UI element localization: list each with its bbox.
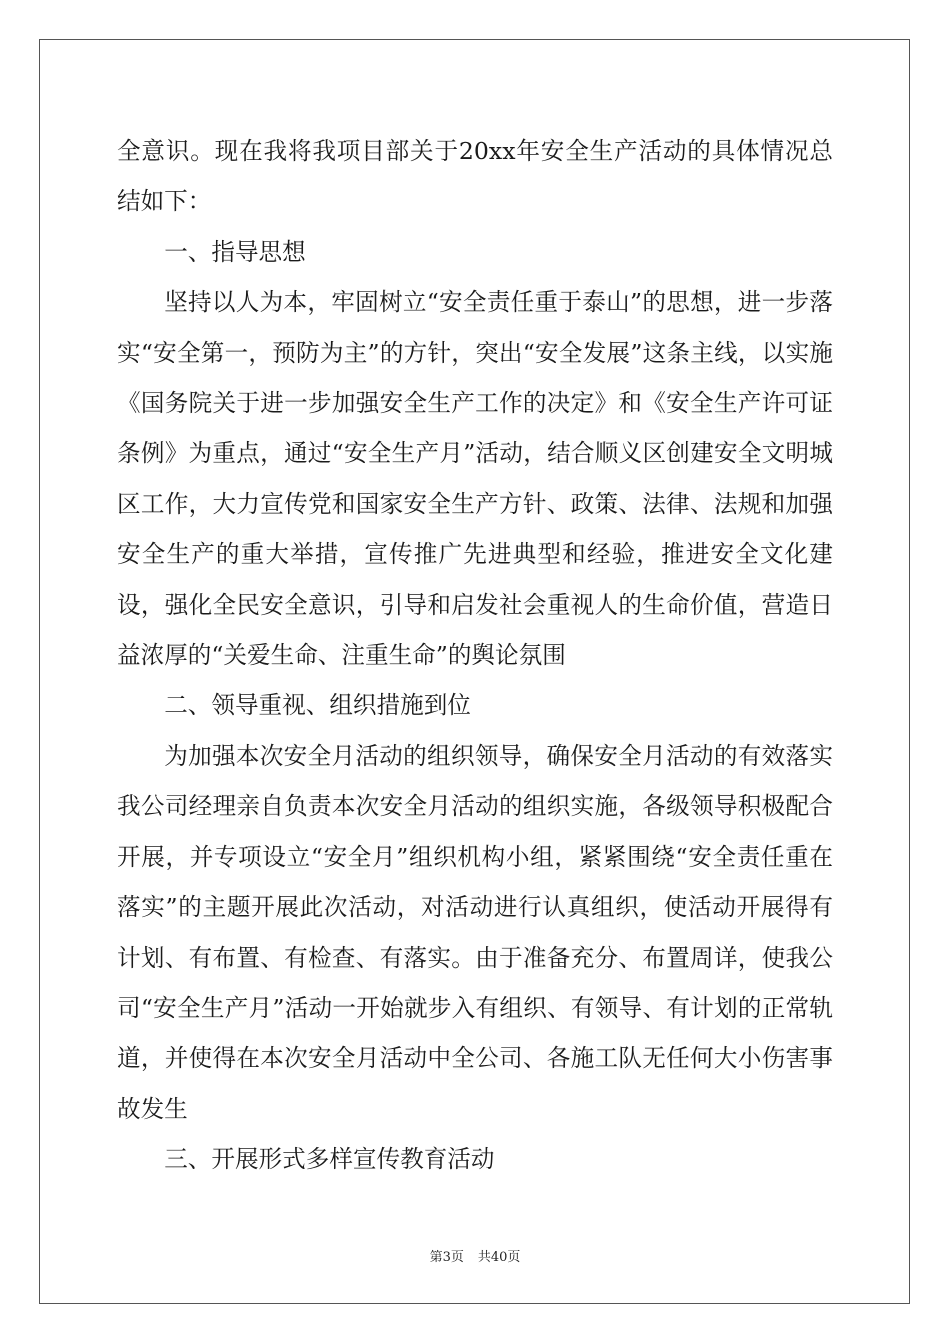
document-body xyxy=(117,126,833,1185)
page-number: 第3页 xyxy=(429,1250,464,1265)
section-heading-2: 二、领导重视、组织措施到位 xyxy=(164,691,471,720)
section-heading-1: 一、指导思想 xyxy=(164,237,306,266)
section-heading-3: 三、开展形式多样宣传教育活动 xyxy=(164,1145,495,1174)
page-footer xyxy=(0,1250,950,1266)
page-total: 共40页 xyxy=(477,1250,521,1265)
paragraph-guiding-ideology: 坚持以人为本，牢固树立“安全责任重于泰山”的思想，进一步落实“安全第一，预防为主”的方针，突出“安全发展”这条主线，以实施《国务院关于进一步加强安全生产工作的决定》和《安全生产许可证条例》为重点，通过“安全生产月”活动，结合顺义区创建安全文明城区工作，大力宣传党和国家安全生产方针、政策、法律、法规和加强安全生产的重大举措，宣传推广先进典型和经验，推进安全文化建设，强化全民安全意识，引导和启发社会重视人的生命价值，营造日益浓厚的“关爱生命、注重生命”的舆论氛围 xyxy=(117,288,833,670)
paragraph-continuation: 全意识。现在我将我项目部关于20xx年安全生产活动的具体情况总结如下： xyxy=(117,137,833,216)
paragraph-leadership: 为加强本次安全月活动的组织领导，确保安全月活动的有效落实我公司经理亲自负责本次安全月活动的组织实施，各级领导积极配合开展，并专项设立“安全月”组织机构小组，紧紧围绕“安全责任重在落实”的主题开展此次活动，对活动进行认真组织，使活动开展得有计划、有布置、有检查、有落实。由于准备充分、布置周详，使我公司“安全生产月”活动一开始就步入有组织、有领导、有计划的正常轨道，并使得在本次安全月活动中全公司、各施工队无任何大小伤害事故发生 xyxy=(117,741,833,1123)
